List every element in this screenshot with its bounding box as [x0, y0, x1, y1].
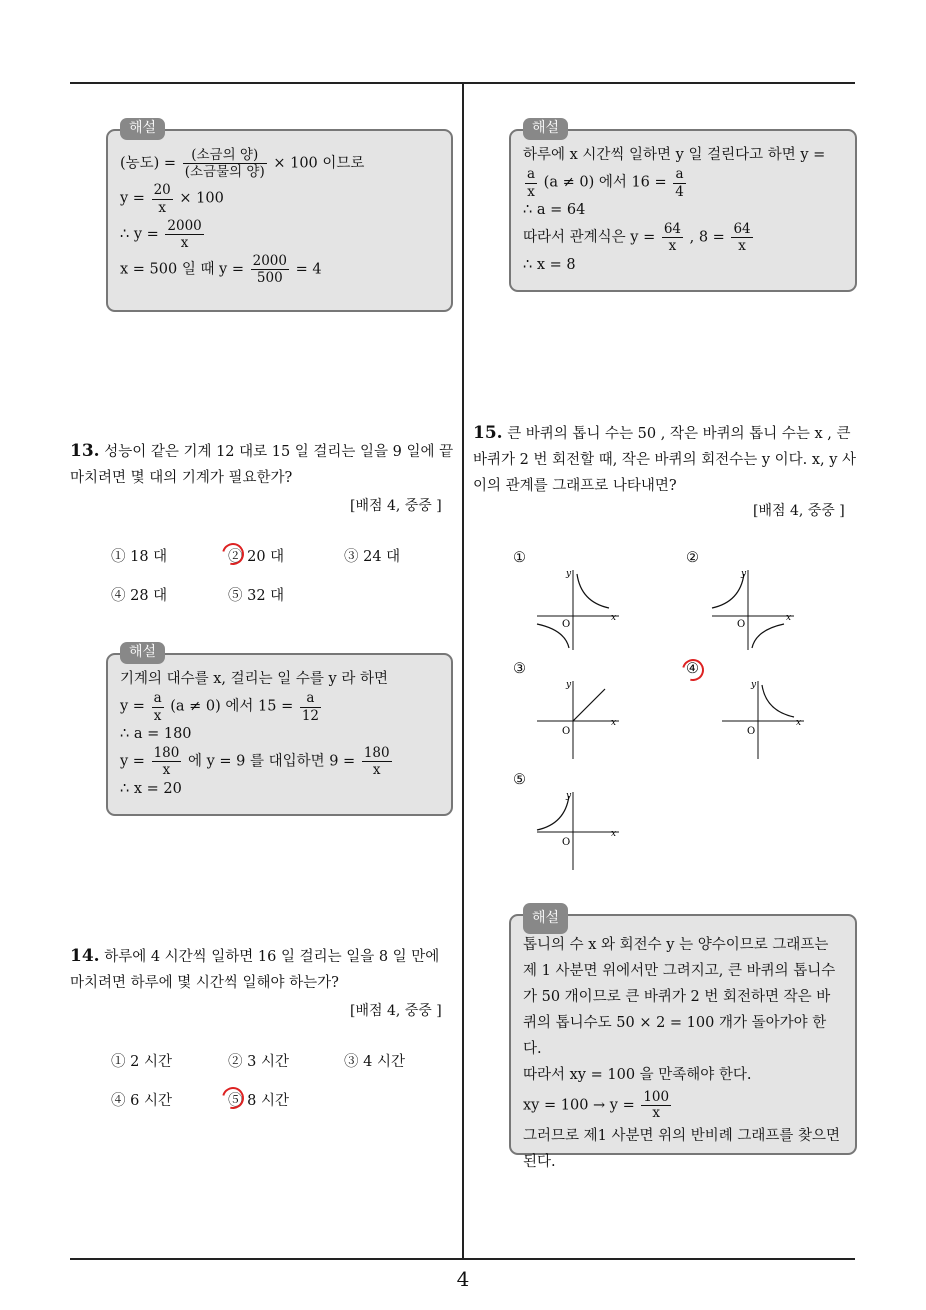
origin-label: O	[562, 619, 571, 630]
axis-y-label: y	[566, 680, 572, 690]
answer-mark	[678, 655, 708, 685]
solution-line: ∴ a = 64	[523, 201, 586, 218]
axis-x-label: x	[796, 718, 802, 728]
text: (a ≠ 0) 에서 15 =	[170, 699, 294, 716]
fraction: $\frac{a}{12}$	[301, 690, 320, 724]
solution-tag: 해설	[523, 118, 568, 140]
fraction: $\frac{180}{x}$	[363, 745, 390, 779]
fraction: $\frac{64}{x}$	[733, 221, 751, 255]
choice-3[interactable]: ③ 4 시간	[344, 1054, 405, 1070]
text: xy = 100 → y =	[523, 1097, 635, 1114]
origin-label: O	[562, 837, 571, 848]
axis-y-label: y	[566, 791, 572, 801]
question-13	[70, 438, 454, 491]
fraction: $\frac{a}{4}$	[675, 166, 684, 200]
choice-4[interactable]: ④	[686, 661, 699, 677]
column-divider	[462, 84, 464, 1259]
choice-4[interactable]: ④ 28 대	[111, 588, 168, 604]
axis-x-label: x	[611, 718, 617, 728]
solution-tag: 해설	[120, 642, 165, 664]
question-number: 15.	[473, 423, 503, 443]
solution-box-13	[106, 644, 453, 816]
graph-4	[722, 679, 807, 764]
choice-2[interactable]: ②	[686, 550, 699, 566]
solution-line	[523, 166, 843, 199]
question-number: 14.	[70, 946, 100, 966]
text: y =	[120, 753, 145, 770]
axis-x-label: x	[611, 829, 617, 839]
solution-line	[120, 253, 439, 286]
axis-y-label: y	[741, 569, 747, 579]
graph-5	[537, 790, 622, 875]
solution-line	[120, 218, 439, 251]
fraction: (소금의 양) (소금물의 양)	[184, 147, 265, 181]
question-15	[473, 420, 859, 499]
solution-box-15	[509, 910, 857, 1170]
solution-box-12	[106, 120, 453, 312]
choice-1[interactable]: ①	[513, 550, 526, 566]
text: x = 500 일 때 y =	[120, 261, 245, 278]
choice-1[interactable]: ① 18 대	[111, 549, 168, 565]
solution-line: 하루에 x 시간씩 일하면 y 일 걸린다고 하면 y =	[523, 147, 826, 163]
choice-3[interactable]: ③ 24 대	[344, 549, 401, 565]
text: y =	[120, 191, 145, 208]
choice-5[interactable]: ⑤ 32 대	[228, 588, 285, 604]
footer-rule	[70, 1258, 855, 1260]
text: × 100 이므로	[273, 155, 365, 172]
text: × 100	[179, 191, 224, 208]
text: 에 y = 9 를 대입하면 9 =	[187, 753, 356, 770]
question-meta: [배점 4, 중중 ]	[753, 503, 845, 519]
choice-4[interactable]: ④ 6 시간	[111, 1093, 172, 1109]
solution-line: ∴ a = 180	[120, 725, 192, 742]
solution-line	[120, 745, 439, 778]
axis-x-label: x	[611, 613, 617, 623]
text: , 8 =	[689, 229, 725, 246]
question-meta: [배점 4, 중중 ]	[350, 498, 442, 514]
question-text: 성능이 같은 기계 12 대로 15 일 걸리는 일을 9 일에 끝마치려면 몇 대의 기계가 필요한가?	[70, 444, 454, 486]
fraction: $\frac{a}{x}$	[527, 166, 536, 200]
solution-line	[120, 690, 439, 723]
solution-paragraph: 따라서 xy = 100 을 만족해야 한다.	[523, 1067, 752, 1083]
solution-line	[120, 182, 439, 215]
fraction: $\frac{100}{x}$	[643, 1089, 670, 1121]
origin-label: O	[747, 726, 756, 737]
graph-2	[712, 568, 797, 653]
solution-line	[523, 221, 843, 254]
choice-3[interactable]: ③	[513, 661, 526, 677]
fraction: $\frac{2000}{x}$	[167, 217, 202, 251]
origin-label: O	[562, 726, 571, 737]
text: y =	[120, 699, 145, 716]
graph-3	[537, 679, 622, 764]
solution-tag: 해설	[523, 903, 568, 934]
fraction: $\frac{180}{x}$	[153, 745, 180, 779]
axis-y-label: y	[566, 569, 572, 579]
question-number: 13.	[70, 441, 100, 461]
solution-paragraph: 그러므로 제1 사분면 위의 반비례 그래프를 찾으면 된다.	[523, 1127, 841, 1170]
solution-line: (농도) = (소금의 양) (소금물의 양) × 100 이므로	[120, 147, 365, 181]
solution-line: 기계의 대수를 x, 걸리는 일 수를 y 라 하면	[120, 671, 388, 687]
text: (a ≠ 0) 에서 16 =	[543, 175, 667, 192]
fraction: $\frac{64}{x}$	[663, 221, 682, 255]
choice-2[interactable]: ② 3 시간	[228, 1054, 289, 1070]
solution-line: ∴ x = 20	[120, 780, 182, 797]
choice-2[interactable]: ② 20 대	[228, 549, 285, 565]
fraction: $\frac{a}{x}$	[153, 690, 162, 724]
fraction: $\frac{20}{x}$	[153, 182, 171, 216]
question-meta: [배점 4, 중중 ]	[350, 1003, 442, 1019]
question-14	[70, 943, 454, 996]
axis-x-label: x	[786, 613, 792, 623]
solution-paragraph: 톱니의 수 x 와 회전수 y 는 양수이므로 그래프는 제 1 사분면 위에서만 그려지고, 큰 바퀴의 톱니수가 50 개이므로 큰 바퀴가 2 번 회전하면 작은 바퀴의 톱니수도 50 × 2 = 100 개가 돌아가야 한다.	[523, 937, 836, 1057]
page-number: 4	[456, 1267, 470, 1291]
choice-5[interactable]: ⑤	[513, 772, 526, 788]
solution-line: ∴ x = 8	[523, 256, 576, 273]
text: = 4	[295, 261, 322, 278]
choice-5[interactable]: ⑤ 8 시간	[228, 1093, 289, 1109]
solution-line	[523, 1090, 843, 1121]
text: 따라서 관계식은 y =	[523, 229, 656, 246]
question-text: 하루에 4 시간씩 일하면 16 일 걸리는 일을 8 일 만에 마치려면 하루에 몇 시간씩 일해야 하는가?	[70, 949, 440, 991]
axis-y-label: y	[751, 680, 757, 690]
solution-tag: 해설	[120, 118, 165, 140]
text: ∴ y =	[120, 226, 159, 243]
choice-1[interactable]: ① 2 시간	[111, 1054, 172, 1070]
question-text: 큰 바퀴의 톱니 수는 50 , 작은 바퀴의 톱니 수는 x , 큰 바퀴가 2 번 회전할 때, 작은 바퀴의 회전수는 y 이다. x, y 사이의 관계를 그래프로 나타내면?	[473, 426, 857, 494]
fraction: $\frac{2000}{500}$	[252, 253, 287, 287]
graph-1	[537, 568, 622, 653]
text: (농도)	[120, 155, 160, 172]
origin-label: O	[737, 619, 746, 630]
solution-box-14	[509, 120, 857, 292]
